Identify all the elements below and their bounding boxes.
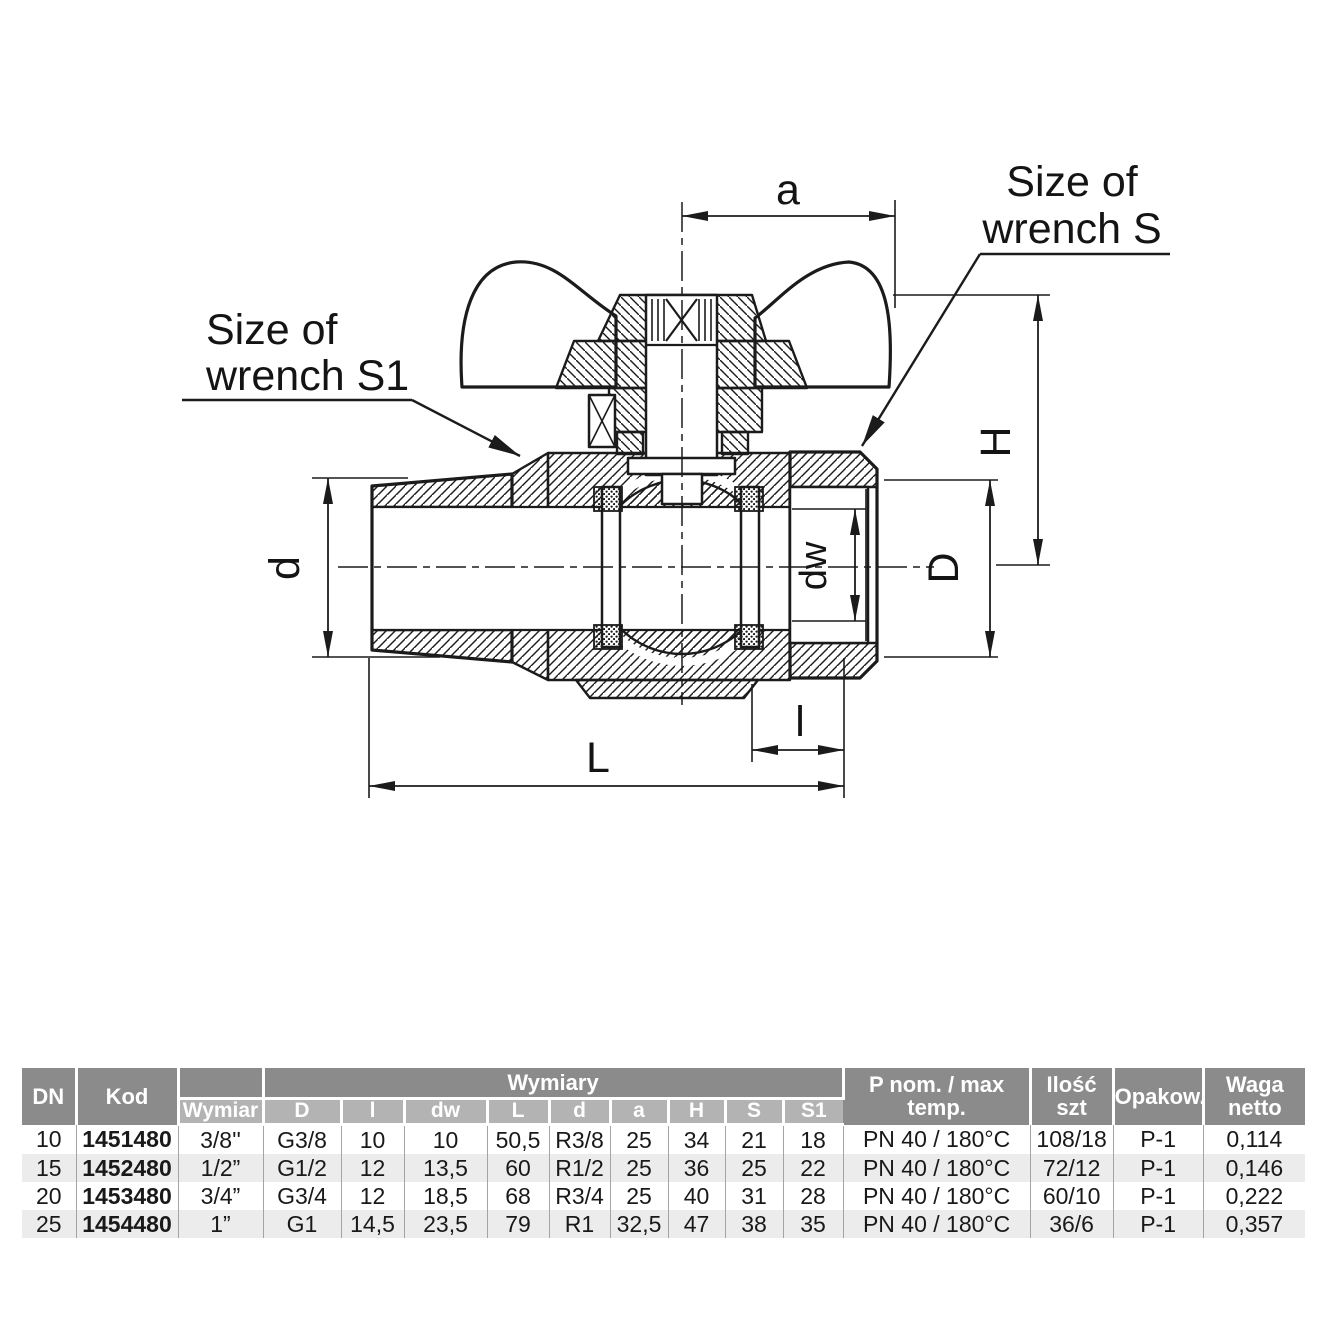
cell-L: 50,5	[487, 1125, 549, 1155]
cell-H: 34	[668, 1125, 725, 1155]
cell-opakow: P-1	[1113, 1125, 1203, 1155]
header-col-L: L	[487, 1099, 549, 1125]
cell-D: G3/4	[263, 1182, 341, 1210]
cell-ilosc: 36/6	[1030, 1210, 1113, 1238]
header-col-H: H	[668, 1099, 725, 1125]
callout-wrench-s-line2: wrench S	[982, 205, 1162, 253]
cell-S: 25	[725, 1154, 783, 1182]
header-pnom-line1: P nom. / max	[868, 1072, 1005, 1098]
dim-label-a: a	[776, 166, 800, 214]
cell-kod: 1451480	[76, 1125, 178, 1155]
cell-pnom: PN 40 / 180°C	[843, 1154, 1030, 1182]
cell-a: 25	[610, 1182, 668, 1210]
callout-wrench-s	[862, 158, 1170, 446]
cell-wymiar: 1”	[178, 1210, 263, 1238]
cell-dn: 20	[22, 1182, 76, 1210]
header-col-a: a	[610, 1099, 668, 1125]
dim-label-D: D	[920, 552, 968, 584]
cell-S1: 18	[783, 1125, 843, 1155]
header-ilosc: Ilość szt	[1030, 1068, 1113, 1125]
header-wymiar: Wymiar	[178, 1099, 263, 1125]
header-col-D: D	[263, 1099, 341, 1125]
callout-wrench-s1-line2: wrench S1	[206, 352, 410, 400]
cell-D: G1	[263, 1210, 341, 1238]
table-row	[22, 1182, 1305, 1210]
callout-wrench-s-line1: Size of	[1006, 158, 1138, 206]
cell-opakow: P-1	[1113, 1154, 1203, 1182]
cell-a: 25	[610, 1125, 668, 1155]
cell-pnom: PN 40 / 180°C	[843, 1125, 1030, 1155]
header-pnom	[843, 1068, 1030, 1125]
header-empty	[178, 1068, 263, 1099]
dim-label-H: H	[972, 426, 1020, 458]
cell-dw: 18,5	[404, 1182, 487, 1210]
cell-opakow: P-1	[1113, 1182, 1203, 1210]
cell-l: 12	[341, 1182, 404, 1210]
header-dn: DN	[22, 1068, 76, 1125]
cell-d: R3/8	[549, 1125, 610, 1155]
cell-l: 12	[341, 1154, 404, 1182]
cell-waga: 0,114	[1226, 1125, 1283, 1152]
cell-dn: 25	[22, 1210, 76, 1238]
header-col-S1: S1	[783, 1099, 843, 1125]
dimension-H	[893, 295, 1050, 565]
cell-dn: 15	[22, 1154, 76, 1182]
header-col-l: l	[341, 1099, 404, 1125]
cell-D: G1/2	[263, 1154, 341, 1182]
cell-waga: 0,146	[1203, 1154, 1305, 1182]
spec-table	[22, 1068, 1305, 1238]
dim-label-l: l	[795, 698, 805, 746]
cell-S: 38	[725, 1210, 783, 1238]
cell-H: 47	[668, 1210, 725, 1238]
cell-pnom: PN 40 / 180°C	[843, 1210, 1030, 1238]
cell-wymiar: 3/8''	[178, 1125, 263, 1155]
dim-label-dw: dw	[793, 541, 835, 591]
cell-ilosc: 60/10	[1030, 1182, 1113, 1210]
cell-d: R1	[549, 1210, 610, 1238]
cell-l: 14,5	[341, 1210, 404, 1238]
cell-waga: 0,222	[1225, 1182, 1284, 1209]
cell-H: 36	[668, 1154, 725, 1182]
cell-S: 21	[725, 1125, 783, 1155]
header-col-d: d	[549, 1099, 610, 1125]
cell-kod: 1454480	[76, 1210, 178, 1238]
cell-ilosc: 72/12	[1030, 1154, 1113, 1182]
callout-wrench-s1-line1: Size of	[206, 306, 338, 354]
header-kod: Kod	[76, 1068, 178, 1125]
cell-kod: 1452480	[76, 1154, 178, 1182]
dimension-D	[884, 480, 998, 657]
cell-wymiar: 1/2”	[178, 1154, 263, 1182]
cell-waga: 0,357	[1203, 1210, 1305, 1238]
cell-L: 79	[487, 1210, 549, 1238]
dim-label-d: d	[261, 556, 309, 580]
header-wymiary: Wymiary	[263, 1068, 843, 1099]
cell-S1: 22	[783, 1154, 843, 1182]
dim-label-L: L	[586, 734, 610, 782]
cell-dn: 10	[22, 1125, 76, 1155]
cell-L: 60	[487, 1154, 549, 1182]
header-waga	[1203, 1068, 1305, 1125]
cell-L: 68	[487, 1182, 549, 1210]
header-waga-line2: netto	[1227, 1095, 1282, 1121]
header-opakow: Opakow.	[1113, 1068, 1203, 1125]
cell-dw: 10	[404, 1125, 487, 1155]
cell-d: R1/2	[549, 1154, 610, 1182]
table-row	[22, 1125, 1305, 1155]
cell-a: 25	[610, 1154, 668, 1182]
cell-S1: 28	[783, 1182, 843, 1210]
cell-d: R3/4	[549, 1182, 610, 1210]
cell-S1: 35	[783, 1210, 843, 1238]
cell-pnom: PN 40 / 180°C	[843, 1182, 1030, 1210]
cell-dw: 23,5	[404, 1210, 487, 1238]
header-pnom-line2: temp.	[907, 1095, 966, 1121]
table-row	[22, 1210, 1305, 1238]
cell-l: 10	[341, 1125, 404, 1155]
cell-S: 31	[725, 1182, 783, 1210]
cell-H: 40	[668, 1182, 725, 1210]
cell-opakow: P-1	[1113, 1210, 1203, 1238]
table-row	[22, 1154, 1305, 1182]
cell-kod: 1453480	[76, 1182, 178, 1210]
header-waga-line1: Waga	[1225, 1072, 1284, 1098]
header-col-dw: dw	[404, 1099, 487, 1125]
header-col-S: S	[725, 1099, 783, 1125]
cell-D: G3/8	[263, 1125, 341, 1155]
cell-wymiar: 3/4”	[178, 1182, 263, 1210]
cell-dw: 13,5	[404, 1154, 487, 1182]
cell-a: 32,5	[610, 1210, 668, 1238]
cell-ilosc: 108/18	[1030, 1125, 1113, 1155]
